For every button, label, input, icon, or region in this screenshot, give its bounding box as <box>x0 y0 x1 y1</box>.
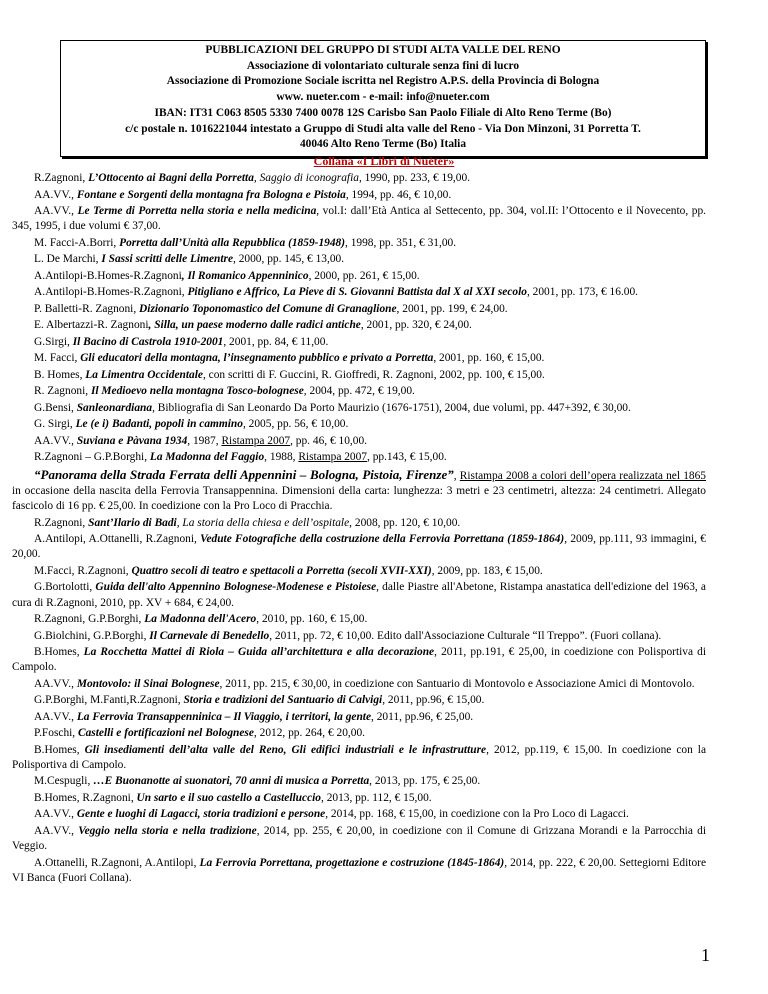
entry-author: AA.VV., <box>34 205 78 217</box>
entry-details: , 2001, pp. 199, € 24,00. <box>396 302 508 315</box>
entry-title: Dizionario Toponomastico del Comune di Granaglione <box>139 302 397 315</box>
entry-author: L. De Marchi, <box>34 253 102 266</box>
entry-title: La Ferrovia Transappenninica – Il Viaggio, i territori, la gente <box>76 710 372 723</box>
publication-entry <box>12 629 706 644</box>
entry-title: “Panorama della Strada Ferrata delli Appennini – Bologna, Pistoia, Firenze” <box>34 466 454 482</box>
entry-author: AA.VV., <box>34 710 77 723</box>
entry-details: , 2010, pp. 160, € 15,00. <box>256 613 368 626</box>
publication-entry <box>12 774 706 789</box>
entry-author: G.P.Borghi, M.Fanti,R.Zagnoni, <box>34 694 184 707</box>
entry-title: …E Buonanotte ai suonatori, 70 anni di musica a Porretta <box>93 775 370 788</box>
publication-entry <box>12 335 706 350</box>
entry-title: Il Medioevo nella montagna Tosco-bolognese <box>90 385 304 398</box>
header-title: PUBBLICAZIONI DEL GRUPPO DI STUDI ALTA VALLE DEL RENO <box>205 44 561 56</box>
entry-author: B.Homes, R.Zagnoni, <box>34 791 137 804</box>
entry-title: Vedute Fotografiche della costruzione della Ferrovia Porrettana (1859-1864) <box>200 533 565 546</box>
publication-entry <box>12 384 706 399</box>
header-line-postal: c/c postale n. 1016221044 intestato a Gruppo di Studi alta valle del Reno - Via Don Minzoni, 31 Porretta T. <box>125 122 641 135</box>
entry-title: L’Ottocento ai Bagni della Porretta <box>88 172 254 184</box>
publication-entry <box>12 824 706 854</box>
entry-title: , Silla, un paese moderno dalle radici antiche <box>148 319 361 332</box>
entry-title: La Madonna del Faggio <box>149 451 265 464</box>
entry-title: Gli educatori della montagna, l’insegnamento pubblico e privato a Porretta <box>80 352 434 365</box>
publication-entry <box>12 236 706 251</box>
entry-title: Le Terme di Porretta nella storia e nella medicina <box>77 205 317 217</box>
entry-title: Storia e tradizioni del Santuario di Calvigi <box>183 694 383 707</box>
header-line-volunteer: Associazione di volontariato culturale senza fini di lucro <box>246 59 520 72</box>
publication-entry <box>12 677 706 692</box>
entry-details: , 2011, pp.191, € 25,00, in coedizione con Polisportiva di Campolo. <box>12 646 706 674</box>
header-line-aps: Associazione di Promozione Sociale iscritta nel Registro A.P.S. della Provincia di Bologna <box>166 75 600 88</box>
publication-entry <box>12 351 706 366</box>
entry-author: AA.VV., <box>34 808 77 821</box>
entry-details: , 2014, pp. 222, € 20,00. Settegiorni Editore VI Banca (Fuori Collana). <box>12 856 706 884</box>
entry-details: , 2000, pp. 261, € 15,00. <box>308 269 420 282</box>
entry-title: La Rocchetta Mattei di Riola – Guida all’architettura e alla decorazione <box>83 646 435 659</box>
entry-details-2: , pp.143, € 15,00. <box>367 451 447 464</box>
collana-title: Collana «I Libri di Nuèter» <box>313 154 455 168</box>
entry-author: G.Bortolotti, <box>34 581 96 594</box>
entry-author: P. Balletti-R. Zagnoni, <box>34 302 140 315</box>
entry-details: , 2011, pp. 72, € 10,00. Edito dall'Associazione Culturale “Il Treppo”. (Fuori collana). <box>269 629 662 642</box>
entry-author: M.Facci, R.Zagnoni, <box>34 564 132 577</box>
publication-entry <box>12 645 706 675</box>
entry-details: , 2001, pp. 84, € 11,00. <box>223 335 329 348</box>
entry-details: , 2001, pp. 160, € 15,00. <box>433 352 545 365</box>
publication-entry <box>12 318 706 333</box>
entry-details: , dalle Piastre all'Abetone, Ristampa anastatica dell'edizione del 1963, a cura di R.Zagnoni, 2010, pp. XV + 684, € 24,00. <box>12 581 706 609</box>
entry-title: Il Carnevale di Benedello <box>149 629 270 642</box>
header-line-web: www. nueter.com - e-mail: info@nueter.com <box>276 91 490 104</box>
entry-title: Fontane e Sorgenti della montagna fra Bologna e Pistoia <box>76 188 346 201</box>
entry-author: A.Antilopi-B.Homes-R.Zagnoni <box>34 269 182 282</box>
entry-subtitle: , La storia della chiesa e dell’ospitale <box>176 516 350 529</box>
publication-entry <box>12 693 706 708</box>
publication-entry <box>12 450 706 465</box>
entry-author: P.Foschi, <box>34 727 78 740</box>
entry-title: Il Bacino di Castrola 1910-2001 <box>72 335 224 348</box>
publication-entry <box>12 171 706 186</box>
entry-author: M. Facci-A.Borri, <box>34 236 120 249</box>
entry-title: Quattro secoli di teatro e spettacoli a Porretta (secoli XVII-XXI) <box>131 564 432 577</box>
entry-details: , 2014, pp. 168, € 15,00, in coedizione con la Pro Loco di Lagacci. <box>325 808 629 821</box>
publication-entry <box>12 856 706 886</box>
publisher-header <box>60 40 706 157</box>
entry-author: A.Antilopi-B.Homes-R.Zagnoni, <box>34 286 188 299</box>
entry-title: Pitigliano e Affrico, La Pieve di S. Giovanni Battista dal X al XXI secolo <box>187 286 527 299</box>
entry-author: G. Sirgi, <box>34 418 76 431</box>
entry-details: , vol.I: dall’Età Antica al Settecento, pp. 304, vol.II: l’Ottocento e il Novecento, pp. 345, 1995, i due volumi € 37,00. <box>12 205 707 233</box>
entry-title: Veggio nella storia e nella tradizione <box>78 824 257 837</box>
entry-author: B.Homes, <box>34 743 85 756</box>
entry-details: , Bibliografia di San Leonardo Da Porto Maurizio (1676-1751), 2004, due volumi, pp. 447+392, € 30,00. <box>152 401 631 414</box>
entry-details: , 2009, pp. 183, € 15,00. <box>431 564 543 577</box>
entry-author: M.Cespugli, <box>34 775 94 788</box>
entry-details-2: in occasione della nascita della Ferrovia Transappennina. Dimensioni della carta: lunghezza: 3 metri e 23 centimetri, altezza: 24 centimetri. Allegato fascicolo di 16 pp. € 25,00. In coedizione con la Pro Loco di Pracchia. <box>12 484 706 513</box>
entry-details: , 2001, pp. 173, € 16.00. <box>526 286 639 299</box>
entry-author: R.Zagnoni, <box>34 172 89 184</box>
entry-title: Sant’Ilario di Badi <box>88 516 177 529</box>
entry-author: AA.VV., <box>34 824 79 837</box>
entry-details: , 1987, <box>187 434 222 447</box>
entry-details-2: , pp. 46, € 10,00. <box>290 434 367 447</box>
entry-details: , 2011, pp.96, € 25,00. <box>371 710 474 723</box>
entry-details: , <box>453 469 460 482</box>
header-line-iban: IBAN: IT31 C063 8505 5330 7400 0078 12S Carisbo San Paolo Filiale di Alto Reno Terme (Bo) <box>154 106 612 119</box>
entry-author: M. Facci, <box>34 352 81 365</box>
entry-title: Castelli e fortificazioni nel Bolognese <box>78 727 254 740</box>
entry-author: G.Sirgi, <box>34 335 73 348</box>
header-line-address: 40046 Alto Reno Terme (Bo) Italia <box>299 138 467 151</box>
entry-details: , 2012, pp. 264, € 20,00. <box>253 727 365 740</box>
publication-entry <box>12 269 706 284</box>
entry-details: , 2011, pp. 215, € 30,00, in coedizione con Santuario di Montovolo e Associazione Amici di Montovolo. <box>219 677 695 690</box>
entry-details: , 2009, pp.111, 93 immagini, € 20,00. <box>12 533 706 561</box>
entry-details: , 1988, <box>264 451 299 464</box>
entry-title: Montovolo: il Sinai Bolognese <box>76 677 220 690</box>
entry-details: , 1994, pp. 46, € 10,00. <box>345 188 452 201</box>
publication-entry <box>12 516 706 531</box>
publication-entry <box>12 368 706 383</box>
entry-details: , 2004, pp. 472, € 19,00. <box>303 385 415 398</box>
publication-entry <box>12 252 706 267</box>
entry-details: , 1998, pp. 351, € 31,00. <box>345 236 457 249</box>
entry-title: La Limentra Occidentale <box>85 368 203 381</box>
entry-author: B.Homes, <box>34 646 84 659</box>
entry-author: A.Antilopi, A.Ottanelli, R.Zagnoni, <box>34 533 201 546</box>
entry-details: , 2012, pp.119, € 15,00. In coedizione con la Polisportiva di Campolo. <box>12 743 707 771</box>
publication-entry <box>12 726 706 741</box>
publication-entry <box>12 188 706 203</box>
entry-title: Un sarto e il suo castello a Castelluccio <box>136 791 321 804</box>
publication-entry <box>12 467 706 515</box>
entry-title: Porretta dall’Unità alla Repubblica (1859-1948) <box>119 236 346 249</box>
publication-entry <box>12 807 706 822</box>
entry-title: , Il Romanico Appenninico <box>181 269 309 282</box>
publication-entry <box>12 434 706 449</box>
entry-title: Sanleonardiana <box>76 401 153 414</box>
entry-subtitle: , Saggio di iconografia <box>253 172 359 184</box>
entry-details: , 2013, pp. 112, € 15,00. <box>321 791 432 804</box>
publication-entry <box>12 710 706 725</box>
entry-title: Gente e luoghi di Lagacci, storia tradizioni e persone <box>76 808 326 821</box>
entry-author: E. Albertazzi-R. Zagnoni <box>34 319 149 332</box>
entry-title: Suviana e Pàvana 1934 <box>76 434 188 447</box>
entry-author: R.Zagnoni – G.P.Borghi, <box>34 451 150 464</box>
entry-title: Guida dell'alto Appennino Bolognese-Modenese e Pistoiese <box>95 581 377 594</box>
publication-entry <box>12 401 706 416</box>
entry-author: AA.VV., <box>34 434 77 447</box>
publication-entry <box>12 743 706 773</box>
entry-author: AA.VV., <box>34 188 77 201</box>
publication-entry <box>12 791 706 806</box>
entry-details: , 2011, pp.96, € 15,00. <box>382 694 485 707</box>
entry-author: A.Ottanelli, R.Zagnoni, A.Antilopi, <box>34 856 200 869</box>
entry-title: Le (e i) Badanti, popoli in cammino <box>75 418 243 431</box>
publication-entry <box>12 612 706 627</box>
entry-details: , 2013, pp. 175, € 25,00. <box>369 775 481 788</box>
entry-reprint: Ristampa 2007 <box>298 451 367 464</box>
entry-author: G.Bensi, <box>34 401 77 414</box>
entry-title: I Sassi scritti delle Limentre <box>101 253 234 266</box>
entry-author: R.Zagnoni, <box>34 516 89 529</box>
entry-details: , con scritti di F. Guccini, R. Gioffredi, R. Zagnoni, 2002, pp. 100, € 15,00. <box>202 368 545 381</box>
entry-author: R.Zagnoni, G.P.Borghi, <box>34 613 145 626</box>
publication-entry <box>12 204 706 234</box>
publication-entry <box>12 564 706 579</box>
entry-details: , 2000, pp. 145, € 13,00. <box>233 253 345 266</box>
entry-reprint: Ristampa 2008 a colori dell’opera realizzata nel 1865 <box>459 469 706 482</box>
entry-author: AA.VV., <box>34 677 77 690</box>
entry-details: , 1990, pp. 233, € 19,00. <box>358 172 471 184</box>
entry-title: La Madonna dell'Acero <box>144 613 257 626</box>
entry-details: , 2008, pp. 120, € 10,00. <box>349 516 461 529</box>
entry-author: R. Zagnoni, <box>34 385 91 398</box>
entry-author: G.Biolchini, G.P.Borghi, <box>34 629 150 642</box>
publication-entry <box>12 532 706 562</box>
entry-details: , 2005, pp. 56, € 10,00. <box>242 418 349 431</box>
entry-reprint: Ristampa 2007 <box>221 434 291 447</box>
publication-entry <box>12 417 706 432</box>
entry-details: , 2001, pp. 320, € 24,00. <box>360 319 472 332</box>
entry-details: , 2014, pp. 255, € 20,00, in coedizione con il Comune di Grizzana Morandi e la Parrocchia di Veggio. <box>12 824 707 853</box>
publication-entry <box>12 285 706 300</box>
publication-entry <box>12 302 706 317</box>
publication-list <box>12 171 706 887</box>
entry-title: Gli insediamenti dell’alta valle del Reno, Gli edifici industriali e le infrastrutture <box>84 743 487 756</box>
entry-title: La Ferrovia Porrettana, progettazione e costruzione (1845-1864) <box>199 856 505 869</box>
page-number: 1 <box>701 945 710 965</box>
publication-entry <box>12 580 706 610</box>
entry-author: B. Homes, <box>34 368 86 381</box>
